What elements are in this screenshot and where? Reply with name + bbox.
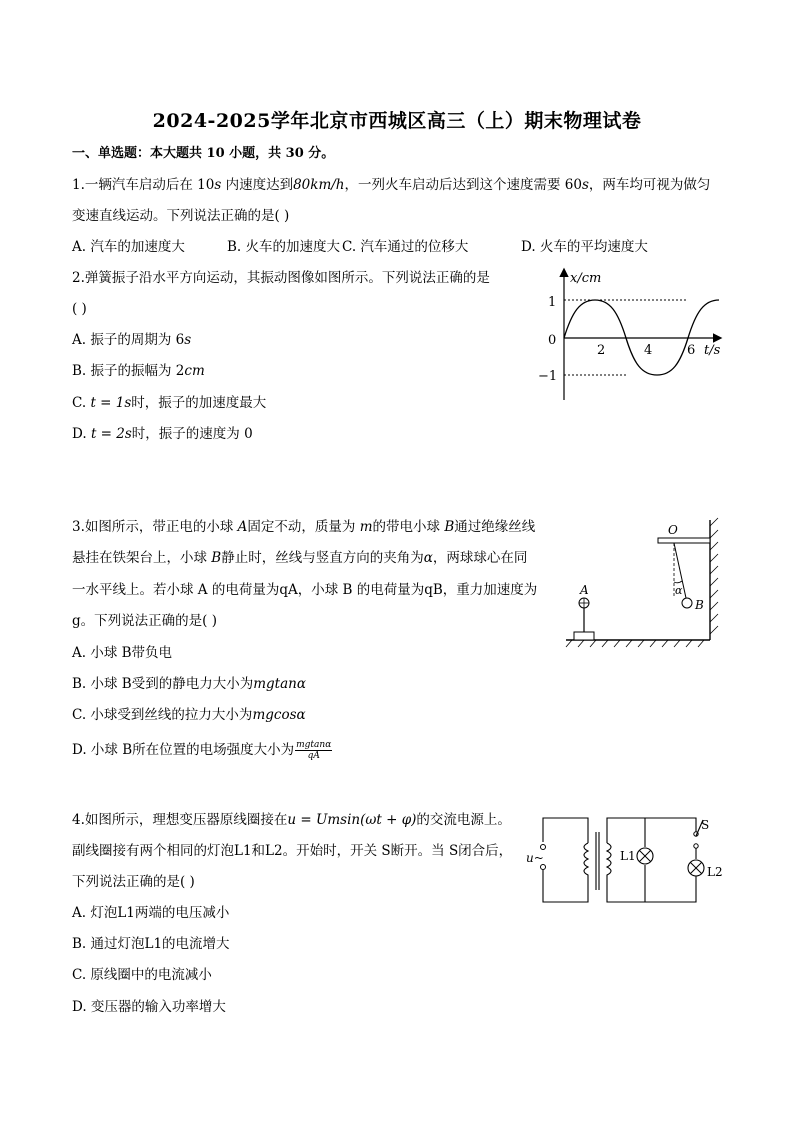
q3-stem-line3: 一水平线上。若小球 A 的电荷量为qA，小球 B 的电荷量为qB，重力加速度为: [72, 582, 538, 598]
q2-option-d: D. t = 2s时，振子的速度为 0: [72, 426, 253, 442]
terminal-top: [541, 845, 546, 850]
y-tick-1: 1: [548, 295, 557, 310]
q3-pendulum-figure: [562, 514, 732, 652]
q3-stem-line4: g。下列说法正确的是( ): [72, 613, 217, 629]
label-l2: L2: [707, 865, 723, 879]
q1-option-a: A. 汽车的加速度大: [72, 239, 185, 255]
q3-option-c: C. 小球受到丝线的拉力大小为mgcosα: [72, 707, 306, 723]
q2-stem-line1: 2.弹簧振子沿水平方向运动，其振动图像如图所示。下列说法正确的是: [72, 270, 490, 286]
y-tick-neg1: −1: [538, 369, 558, 384]
label-a: A: [580, 583, 589, 597]
label-b: B: [695, 598, 704, 612]
label-alpha: α: [675, 584, 683, 597]
q1-stem-line1: 1.一辆汽车启动后在 10s 内速度达到80km/h，一列火车启动后达到这个速度需要 60s，两车均可视为做匀: [72, 177, 711, 193]
q1-stem-line2: 变速直线运动。下列说法正确的是( ): [72, 208, 290, 224]
q2-option-c: C. t = 1s时，振子的加速度最大: [72, 395, 267, 411]
terminal-bottom: [541, 865, 546, 870]
q4-stem-line3: 下列说法正确的是( ): [72, 874, 195, 890]
section-heading: 一、单选题：本大题共 10 小题，共 30 分。: [72, 146, 335, 161]
q3-stem-line2: 悬挂在铁架台上，小球 B静止时，丝线与竖直方向的夹角为α，两球球心在同: [72, 550, 528, 566]
q3-option-b: B. 小球 B受到的静电力大小为mgtanα: [72, 676, 306, 692]
q1-option-b: B. 火车的加速度大: [227, 239, 341, 255]
stand-base: [574, 632, 594, 640]
q2-vibration-graph: [528, 262, 728, 402]
q4-option-d: D. 变压器的输入功率增大: [72, 999, 226, 1015]
q1-option-c: C. 汽车通过的位移大: [342, 239, 469, 255]
q1-option-d: D. 火车的平均速度大: [521, 239, 648, 255]
q4-stem-line1: 4.如图所示，理想变压器原线圈接在u = Umsin(ωt + φ)的交流电源上。: [72, 812, 511, 828]
q3-option-d: D. 小球 B所在位置的电场强度大小为 $\frac{mgtan\alpha}{qA}$: [72, 740, 332, 761]
q4-option-c: C. 原线圈中的电流减小: [72, 967, 212, 983]
x-tick-2: 2: [597, 343, 606, 358]
angle-arc: [674, 581, 682, 583]
ball-b: [682, 598, 692, 608]
y-axis-label: x/cm: [570, 271, 602, 286]
q2-option-b: B. 振子的振幅为 2cm: [72, 363, 205, 379]
y-tick-0: 0: [548, 333, 557, 348]
q4-option-a: A. 灯泡L1两端的电压减小: [72, 905, 230, 921]
q2-option-a: A. 振子的周期为 6s: [72, 332, 192, 348]
page-title: 2024-2025学年北京市西城区高三（上）期末物理试卷: [152, 110, 642, 132]
q3-stem-line1: 3.如图所示，带正电的小球 A固定不动，质量为 m的带电小球 B通过绝缘丝线: [72, 519, 536, 535]
x-tick-6: 6: [687, 343, 696, 358]
x-axis-label: t/s: [704, 343, 721, 358]
label-u: u~: [526, 851, 544, 865]
label-l1: L1: [620, 849, 636, 863]
switch-contact: [694, 844, 698, 848]
q2-stem-line2: ( ): [72, 301, 87, 317]
q3-option-a: A. 小球 B带负电: [72, 645, 173, 661]
support-bar: [658, 538, 710, 543]
label-s: S: [701, 818, 710, 832]
label-o: O: [668, 523, 678, 537]
q4-option-b: B. 通过灯泡L1的电流增大: [72, 936, 230, 952]
x-tick-4: 4: [644, 343, 653, 358]
q4-stem-line2: 副线圈接有两个相同的灯泡L1和L2。开始时，开关 S断开。当 S闭合后，: [72, 843, 513, 859]
q4-transformer-circuit: [526, 812, 736, 908]
efield-fraction: $\frac{mgtan\alpha}{qA}$: [296, 740, 332, 761]
